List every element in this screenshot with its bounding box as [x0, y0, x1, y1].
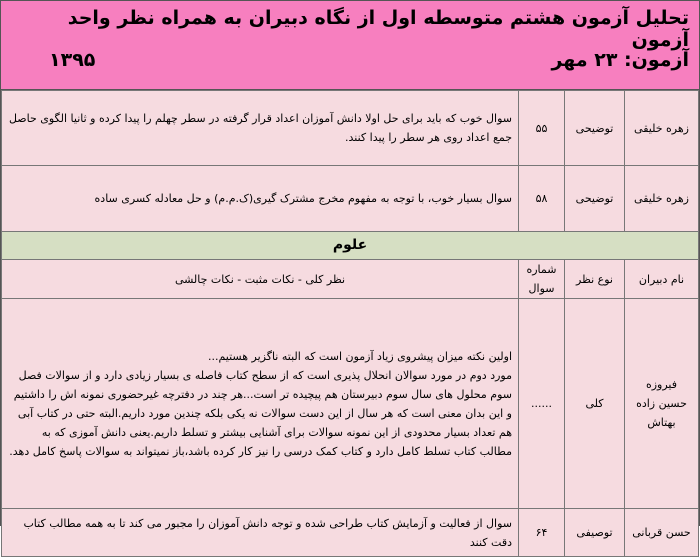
column-header-number: شماره سوال: [519, 260, 565, 299]
analysis-table: [1, 90, 699, 557]
question-number: ۵۵: [519, 91, 565, 166]
table-row: [2, 166, 699, 232]
comment-type: توضیحی: [565, 166, 625, 232]
teacher-name: حسن قربانی: [625, 509, 699, 557]
table-row: [2, 91, 699, 166]
header-banner: [1, 1, 699, 90]
question-number: ۶۴: [519, 509, 565, 557]
comment-text: سوال بسیار خوب، با توجه به مفهوم مخرج مشترک گیری(ک.م.م) و حل معادله کسری ساده: [2, 166, 519, 232]
comment-text: [2, 299, 519, 509]
comment-line: اولین نکته میزان پیشروی زیاد آزمون است که البته ناگزیر هستیم...: [207, 349, 512, 363]
column-header-name: نام دبیران: [625, 260, 699, 299]
comment-line: مورد دوم در مورد سوالان انحلال پذیری است که از سطح کتاب فاصله ی بسیار زیادی دارد و از سوالات فصل سوم محلول های سال سوم دبیرستان هم پیچیده تر است...هر چند در دفترچه غیرحضوری نمونه اش را داشتیم و این بدان معنی است که هر سال از این دست سوالات نه یکی بلکه چندین مورد داریم.البته حتی در کتاب آبی هم تعداد بسیار محدودی از این نمونه سوالات برای آشنایی بیشتر و تسلط داریم.یعنی دانش آموزی که به مطالب کتاب تسلط کامل دارد و کتاب کمک درسی را نیز کار کرده باشد،باز نمیتواند به سوالات پاسخ کامل دهد.: [9, 368, 512, 458]
teacher-name: زهره خلیقی: [625, 166, 699, 232]
exam-year: ۱۳۹۵: [49, 49, 96, 71]
page-title: تحلیل آزمون هشتم متوسطه اول از نگاه دبیران به همراه نظر واحد آزمون: [67, 7, 689, 51]
column-header-comment: نظر کلی - نکات مثبت - نکات چالشی: [2, 260, 519, 299]
exam-date: آزمون: ۲۳ مهر: [551, 49, 689, 71]
section-title: علوم: [2, 232, 699, 260]
comment-type: توضیحی: [565, 91, 625, 166]
comment-type: کلی: [565, 299, 625, 509]
table-row: [2, 509, 699, 557]
table-row: [2, 299, 699, 509]
teacher-name: فیروزه حسین زاده بهتاش: [625, 299, 699, 509]
comment-type: توصیفی: [565, 509, 625, 557]
comment-text: سوال از فعالیت و آزمایش کتاب طراحی شده و توجه دانش آموزان را مجبور می کند تا به همه مطالب کتاب دقت کنند: [2, 509, 519, 557]
question-number: ......: [519, 299, 565, 509]
column-header-row: [2, 260, 699, 299]
comment-text: سوال خوب که باید برای حل اولا دانش آموزان اعداد قرار گرفته در سطر چهلم را پیدا کرده و ثانیا الگوی حاصل جمع اعداد روی هر سطر را پیدا کنند.: [2, 91, 519, 166]
section-row: [2, 232, 699, 260]
column-header-type: نوع نظر: [565, 260, 625, 299]
teacher-name: زهره خلیقی: [625, 91, 699, 166]
question-number: ۵۸: [519, 166, 565, 232]
